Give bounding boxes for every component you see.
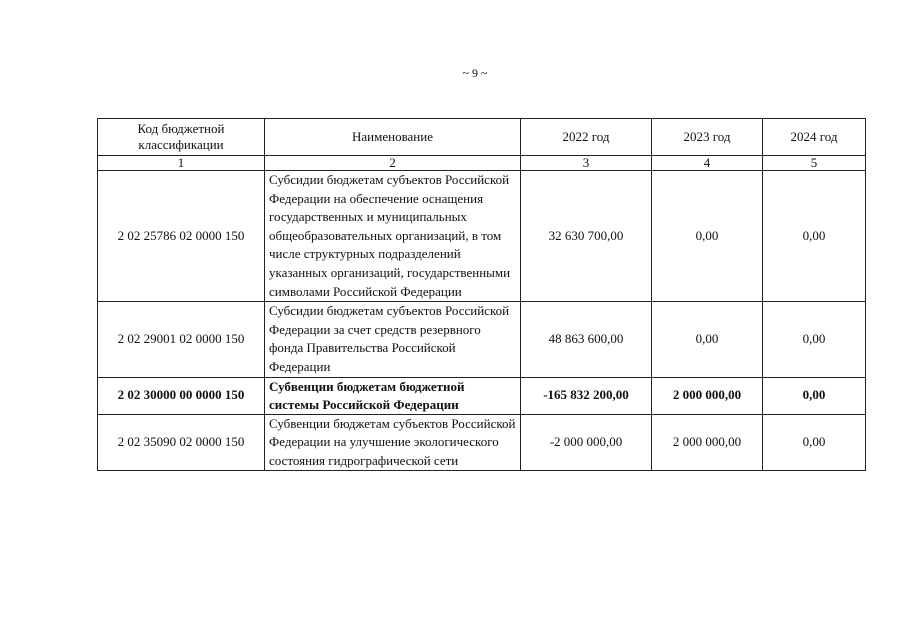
column-number: 4 <box>652 156 763 171</box>
amount-2024-cell: 0,00 <box>763 377 866 414</box>
amount-2022-cell: 48 863 600,00 <box>521 302 652 377</box>
amount-2023-cell: 0,00 <box>652 302 763 377</box>
item-name-cell: Субсидии бюджетам субъектов Российской Федерации за счет средств резервного фонда Правительства Российской Федерации <box>265 302 521 377</box>
table-row <box>98 171 866 302</box>
amount-2022-cell: 32 630 700,00 <box>521 171 652 302</box>
column-number: 5 <box>763 156 866 171</box>
amount-2023-cell: 2 000 000,00 <box>652 377 763 414</box>
amount-2022-cell: -165 832 200,00 <box>521 377 652 414</box>
header-name: Наименование <box>265 119 521 156</box>
item-name-cell: Субвенции бюджетам бюджетной системы Российской Федерации <box>265 377 521 414</box>
page-number: ~ 9 ~ <box>462 66 488 80</box>
column-number: 1 <box>98 156 265 171</box>
item-name-cell: Субвенции бюджетам субъектов Российской Федерации на улучшение экологического состояния гидрографической сети <box>265 414 521 471</box>
item-name-cell: Субсидии бюджетам субъектов Российской Федерации на обеспечение оснащения государственных и муниципальных общеобразовательных организаций, в том числе структурных подразделений указанных организаций, государственными символами Российской Федерации <box>265 171 521 302</box>
table-row <box>98 414 866 471</box>
header-row <box>98 119 866 156</box>
budget-code-cell: 2 02 35090 02 0000 150 <box>98 414 265 471</box>
amount-2024-cell: 0,00 <box>763 414 866 471</box>
amount-2023-cell: 0,00 <box>652 171 763 302</box>
table-row-subtotal <box>98 377 866 414</box>
budget-code-cell: 2 02 25786 02 0000 150 <box>98 171 265 302</box>
amount-2024-cell: 0,00 <box>763 171 866 302</box>
amount-2024-cell: 0,00 <box>763 302 866 377</box>
budget-code-cell: 2 02 30000 00 0000 150 <box>98 377 265 414</box>
amount-2022-cell: -2 000 000,00 <box>521 414 652 471</box>
column-number-row <box>98 156 866 171</box>
header-code: Код бюджетной классификации <box>98 119 265 156</box>
column-number: 3 <box>521 156 652 171</box>
budget-code-cell: 2 02 29001 02 0000 150 <box>98 302 265 377</box>
budget-table <box>97 118 866 471</box>
column-number: 2 <box>265 156 521 171</box>
header-2022: 2022 год <box>521 119 652 156</box>
table-row <box>98 302 866 377</box>
amount-2023-cell: 2 000 000,00 <box>652 414 763 471</box>
header-2023: 2023 год <box>652 119 763 156</box>
header-2024: 2024 год <box>763 119 866 156</box>
